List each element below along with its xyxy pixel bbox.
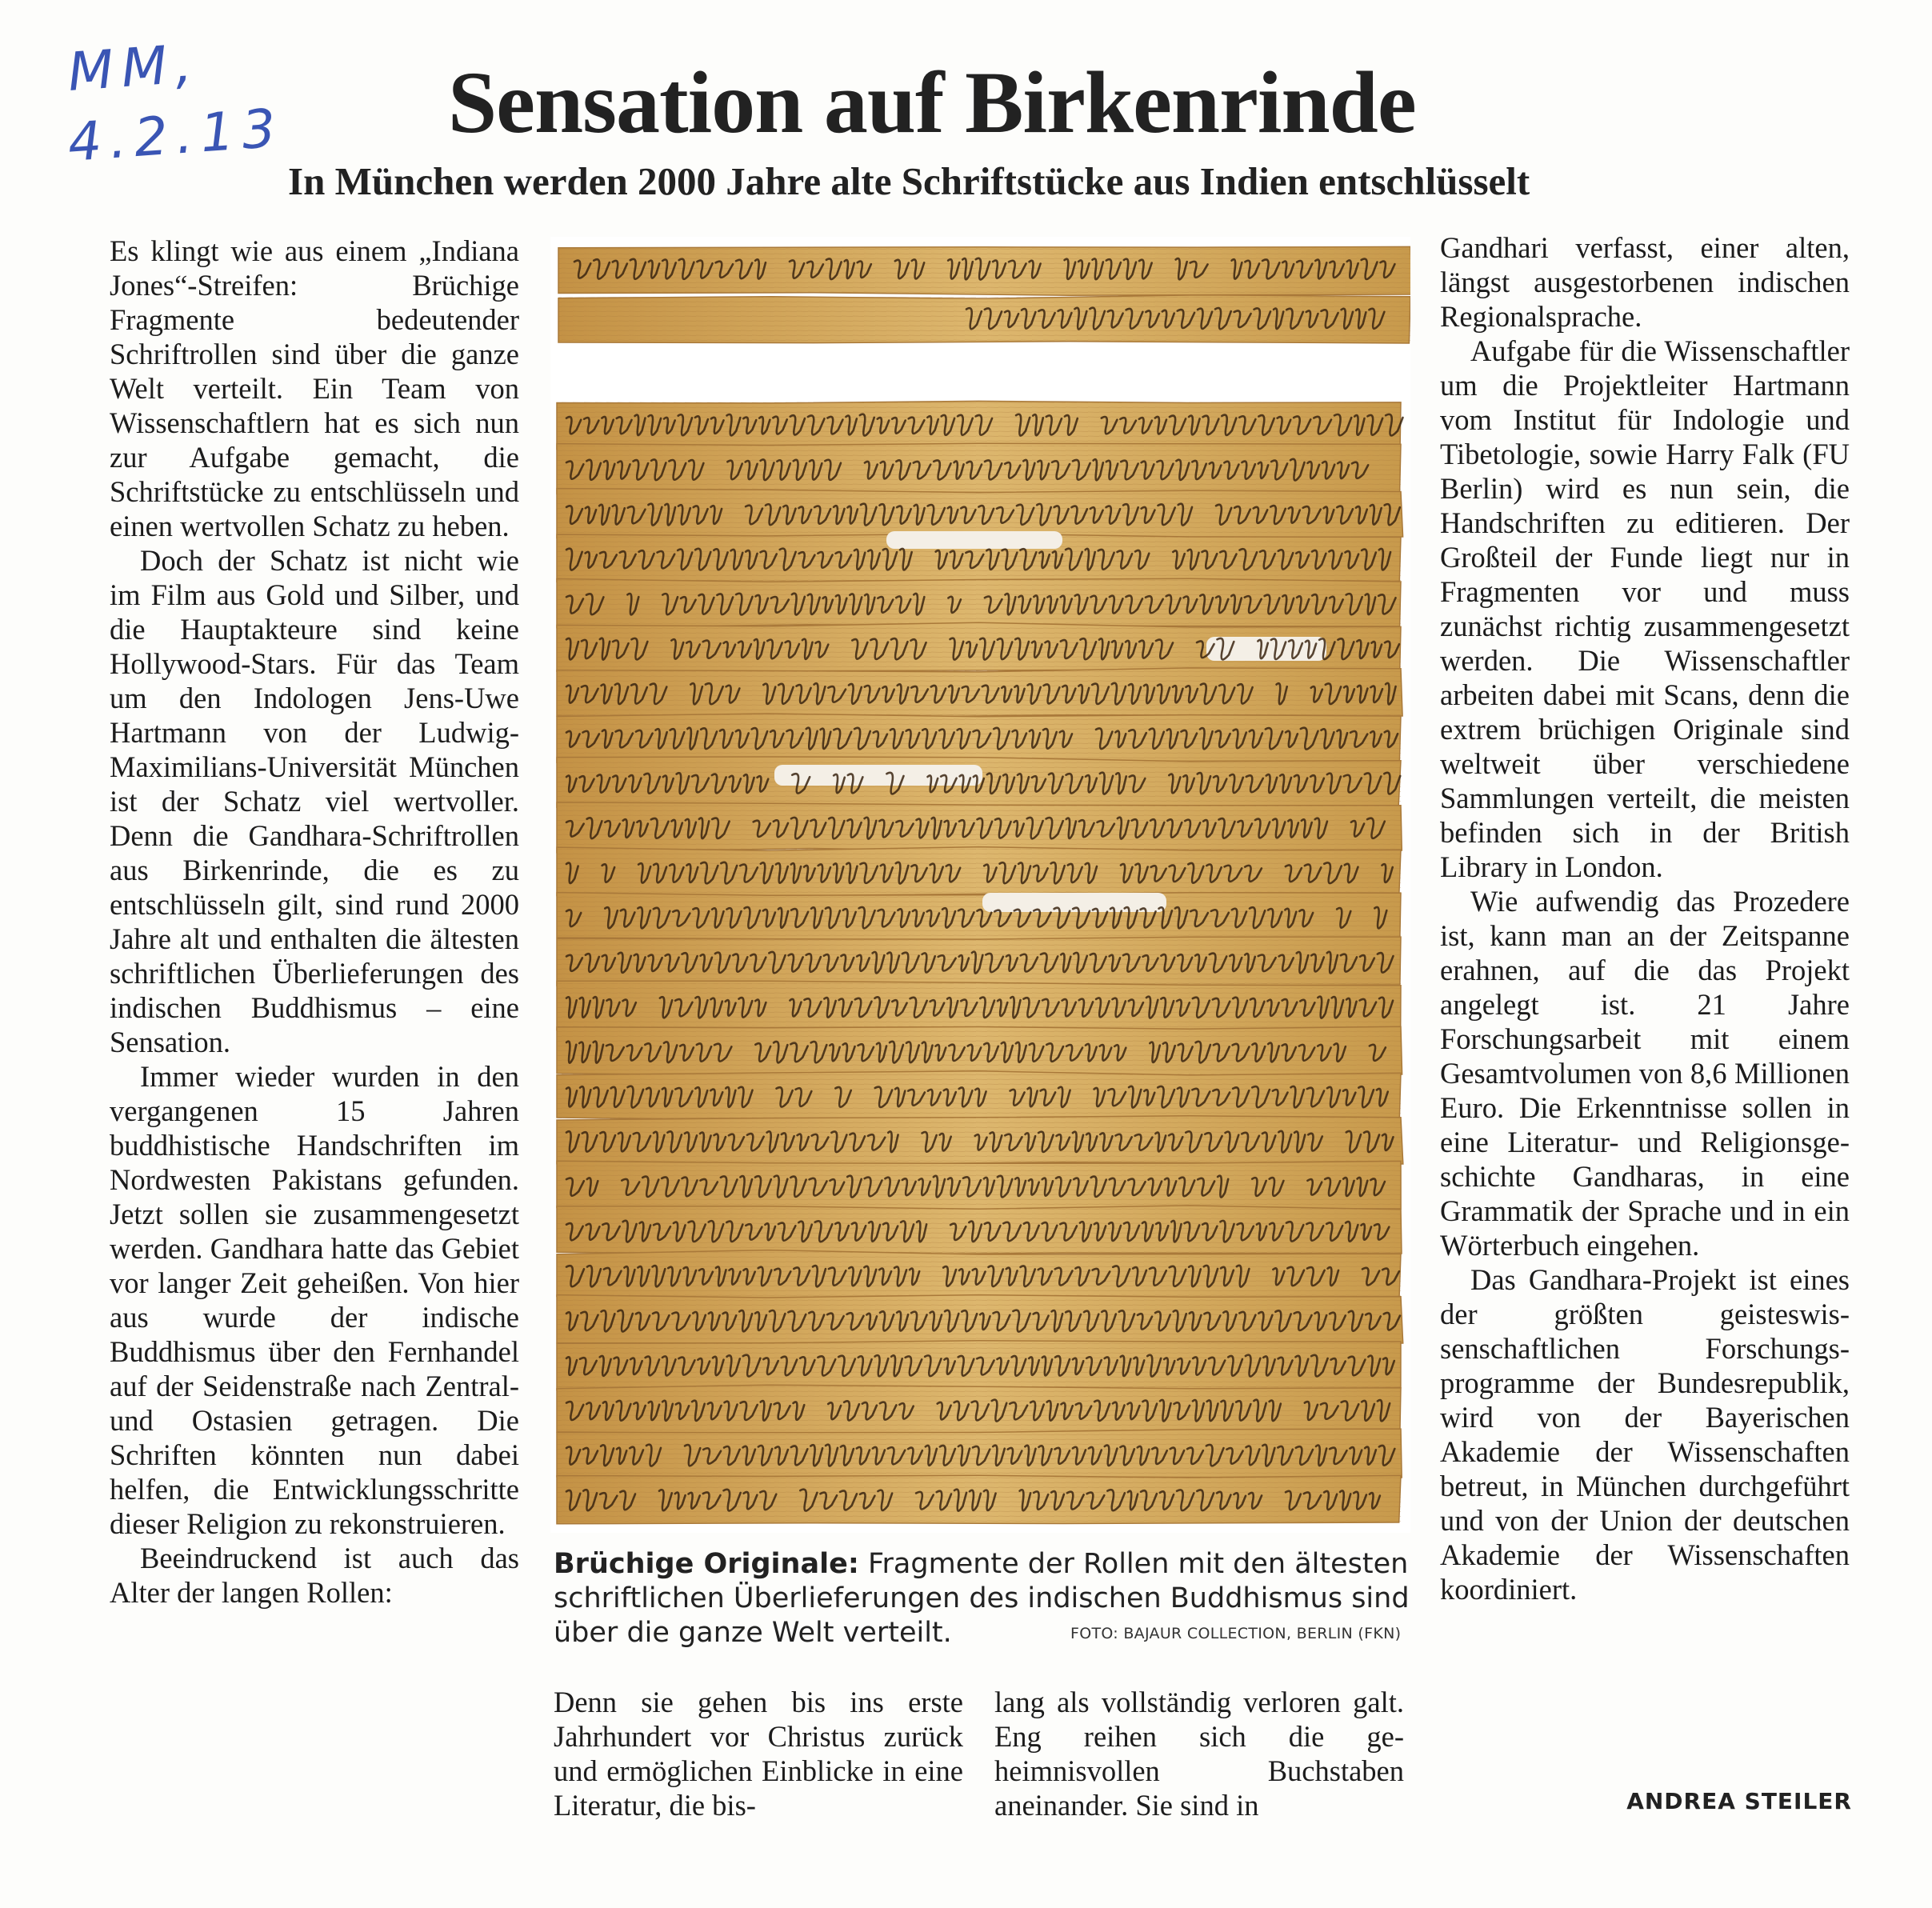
bark-grain (557, 804, 1401, 850)
subheadline: In München werden 2000 Jahre alte Schriftstücke aus Indien entschlüsselt (288, 159, 1530, 203)
paragraph: Gandhari verfasst, einer alten, längst ausgestorbenen indischen Regionalsprache. (1440, 231, 1850, 333)
article-column-1 (110, 234, 519, 1610)
paragraph: Wie aufwendig das Prozedere ist, kann man an der Zeitspanne erahnen, auf die das Projekt angelegt ist. 21 Jahre Forschungsarbeit mit einem Gesamtvolumen von 8,6 Millionen Euro. Die Erkenntnisse sollen in eine Literatur- und Religionsgeschichte Gandharas, in eine Grammatik der Sprache und in ein Wörterbuch eingehen. (1440, 885, 1850, 1262)
bark-gap (774, 765, 982, 786)
paragraph: Immer wieder wurden in den vergangenen 15 Jahren buddhistische Handschriften im Nordwesten Pakistans gefunden. Jetzt sollen sie zusammengesetzt werden. Gandhara hatte das Gebiet vor langer Zeit geheißen. Von hier aus wurde der indische Buddhismus über den Fernhandel auf der Seidenstraße nach Zentral- und Ostasien getragen. Die Schriften könnten nun dabei helfen, die Entwicklungsschritte dieser Religion zu rekonstruieren. (110, 1060, 519, 1540)
paragraph: lang als vollständig verloren galt. Eng reihen sich die geheimnisvollen Buchstaben aneinander. Sie sind in (994, 1686, 1404, 1822)
article-column-3 (994, 1685, 1404, 1822)
article-column-2 (554, 1685, 963, 1822)
bark-grain (557, 670, 1401, 716)
photo-credit: FOTO: BAJAUR COLLECTION, BERLIN (FKN) (1070, 1625, 1402, 1642)
bark-grain (558, 246, 1410, 294)
bark-grain (557, 1297, 1401, 1343)
paragraph: Es klingt wie aus einem „Indiana Jones“-Streifen: Brüchige Fragmente bedeutender Schriftrollen sind über die ganze Welt verteilt. Ein Team von Wissenschaftlern hat es sich nun zur Aufgabe gemacht, die Schriftstücke zu entschlüsseln und einen wertvollen Schatz zu heben. (110, 234, 519, 542)
manuscript-photo (550, 237, 1410, 1533)
byline: ANDREA STEILER (1626, 1788, 1852, 1814)
bark-grain (557, 580, 1401, 626)
paragraph: Das Gandhara-Projekt ist eines der größten geisteswissenschaftlichen Forschungsprogramme der Bundesrepublik, wird von der Bayerischen Akademie der Wissenschaften betreut, in München durchgeführt und von der Union der deutschen Akademie der Wissenschaften koordiniert. (1440, 1263, 1850, 1606)
headline: Sensation auf Birkenrinde (448, 54, 1416, 151)
bark-grain (557, 490, 1401, 537)
caption-text: Fragmente der Rollen mit den ältesten schriftlichen Überlieferungen des indischen Buddhismus sind über die ganze Welt verteilt. (554, 1548, 1410, 1649)
paragraph: Doch der Schatz ist nicht wie im Film aus Gold und Silber, und die Hauptakteure sind keine Hollywood-Stars. Für das Team um den Indologen Jens-Uwe Hartmann von der Ludwig-Maximilians-Universität München ist der Schatz viel wertvoller. Denn die Gandhara-Schriftrollen aus Birkenrinde, die es zu entschlüsseln gilt, sind rund 2000 Jahre alt und enthalten die ältesten schriftlichen Überlieferungen des indischen Buddhismus – eine Sensation. (110, 544, 519, 1058)
bark-gap (886, 531, 1062, 549)
article-column-4 (1440, 230, 1850, 1606)
paragraph: Beeindruckend ist auch das Alter der langen Rollen: (110, 1542, 519, 1609)
paragraph: Denn sie gehen bis ins erste Jahrhundert vor Christus zurück und ermöglichen Einblicke in eine Literatur, die bis- (554, 1686, 963, 1822)
bark-grain (557, 849, 1401, 895)
caption-label: Brüchige Originale: (554, 1548, 859, 1580)
bark-grain (557, 1386, 1401, 1433)
bark-grain (557, 894, 1401, 940)
paragraph: Aufgabe für die Wissenschaftler um die Projektleiter Hartmann vom Institut für Indologie und Tibetologie, sowie Harry Falk (FU Berlin) wird es nun sein, die Handschriften zu editieren. Der Großteil der Funde liegt nur in Fragmenten vor und muss zunächst richtig zusammengesetzt werden. Die Wissenschaftler arbeiten dabei mit Scans, denn die extrem brüchigen Originale sind weltweit über verschiedene Sammlungen verteilt, die meisten befinden sich in der British Library in London. (1440, 334, 1850, 883)
bark-grain (558, 297, 1410, 343)
handwritten-date-note: 4.2.13 (66, 97, 286, 174)
bark-grain (557, 983, 1401, 1030)
bark-grain (557, 1252, 1401, 1298)
handwritten-source-note: MM, (66, 32, 202, 103)
